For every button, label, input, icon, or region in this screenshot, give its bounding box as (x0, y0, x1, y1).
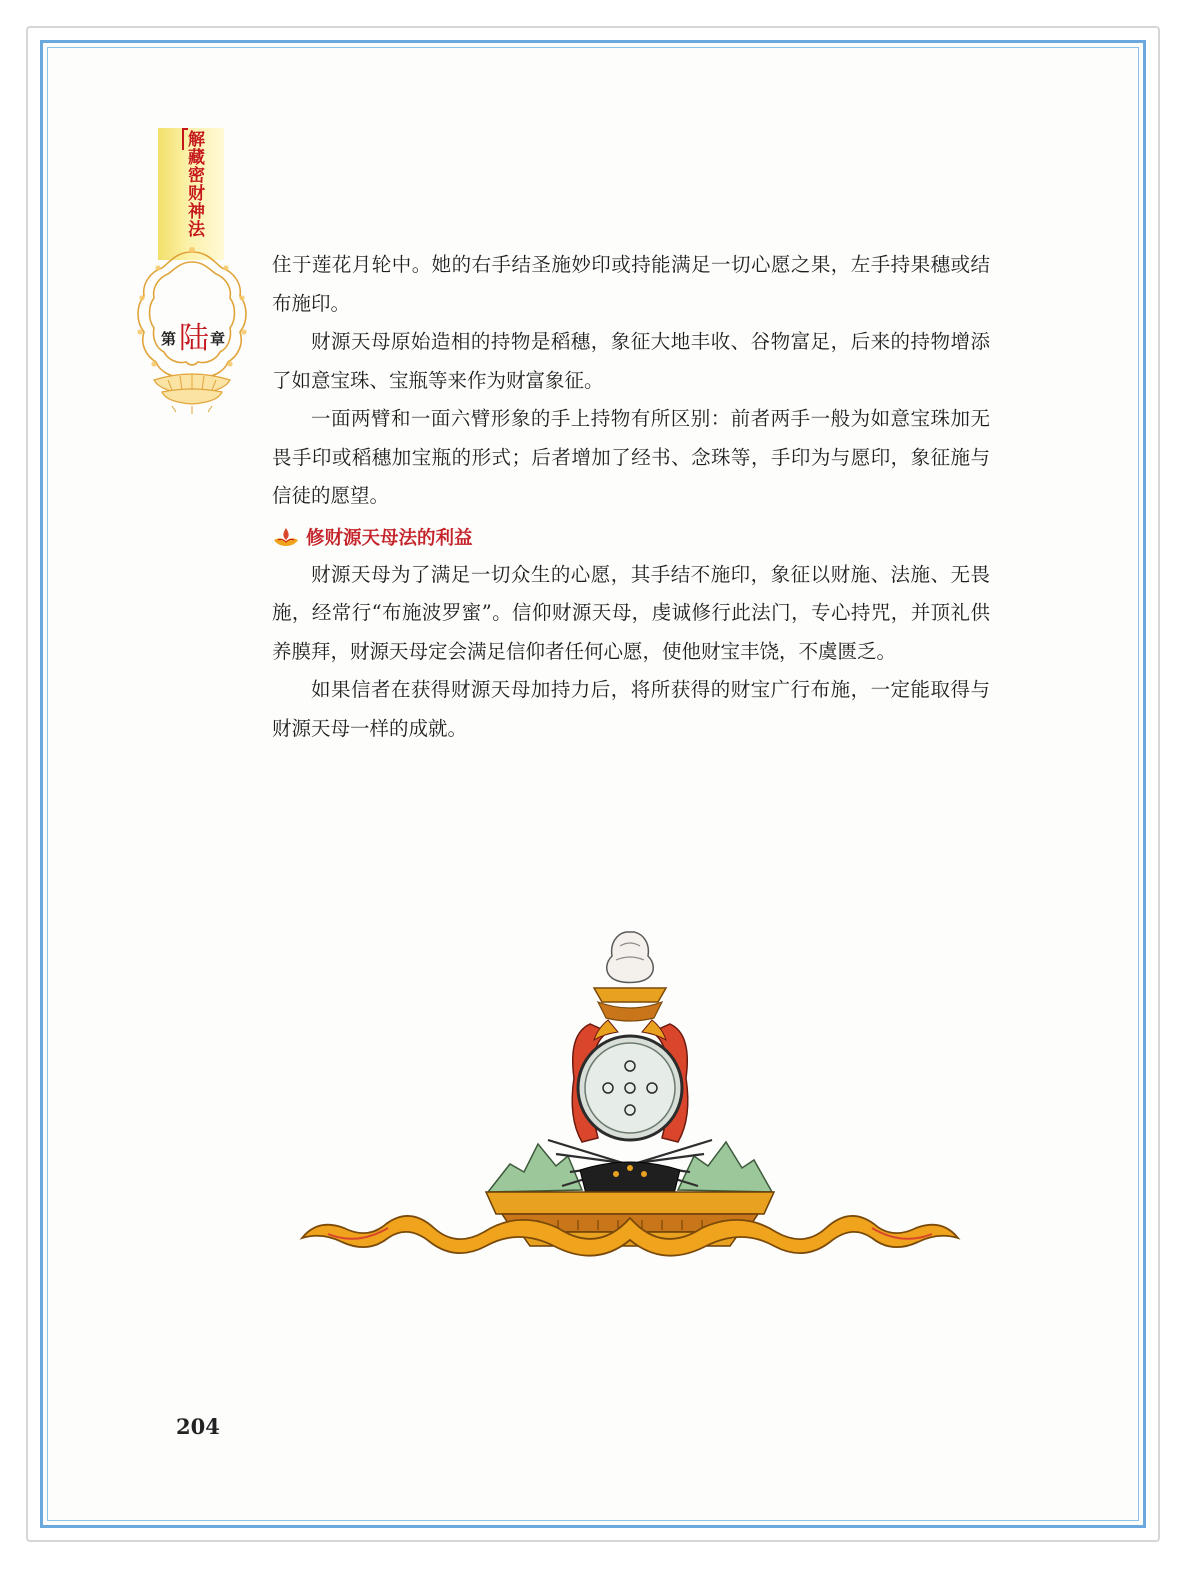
paragraph: 财源天母原始造相的持物是稻穗，象征大地丰收、谷物富足，后来的持物增添了如意宝珠、宝瓶等来作为财富象征。 (272, 330, 990, 392)
page-number: 204 (176, 1414, 220, 1439)
section-heading-text: 修财源天母法的利益 (306, 527, 473, 549)
chapter-number: 陆 (179, 321, 209, 356)
section-heading (272, 518, 990, 556)
book-title: 解藏密财神法 (184, 130, 204, 238)
paragraph: 如果信者在获得财源天母加持力后，将所获得的财宝广行布施，一定能取得与财源天母一样的成就。 (272, 678, 990, 740)
paragraph: 一面两臂和一面六臂形象的手上持物有所区别：前者两手一般为如意宝珠加无畏手印或稻穗加宝瓶的形式；后者增加了经书、念珠等，手印为与愿印，象征施与信徒的愿望。 (272, 407, 990, 507)
paragraph: 住于莲花月轮中。她的右手结圣施妙印或持能满足一切心愿之果，左手持果穗或结布施印。 (272, 253, 990, 315)
chapter-suffix: 章 (210, 330, 226, 348)
body-text (272, 246, 990, 748)
lotus-flame-icon (272, 526, 300, 548)
treasure-offering-illustration (298, 928, 962, 1270)
conch-shell-icon (607, 932, 654, 983)
paragraph: 财源天母为了满足一切众生的心愿，其手结不施印，象征以财施、法施、无畏施，经常行“布施波罗蜜”。信仰财源天母，虔诚修行此法门，专心持咒，并顶礼供养膜拜，财源天母定会满足信仰者任何心愿，使他财宝丰饶，不虞匮乏。 (272, 562, 990, 663)
chapter-prefix: 第 (161, 330, 177, 348)
